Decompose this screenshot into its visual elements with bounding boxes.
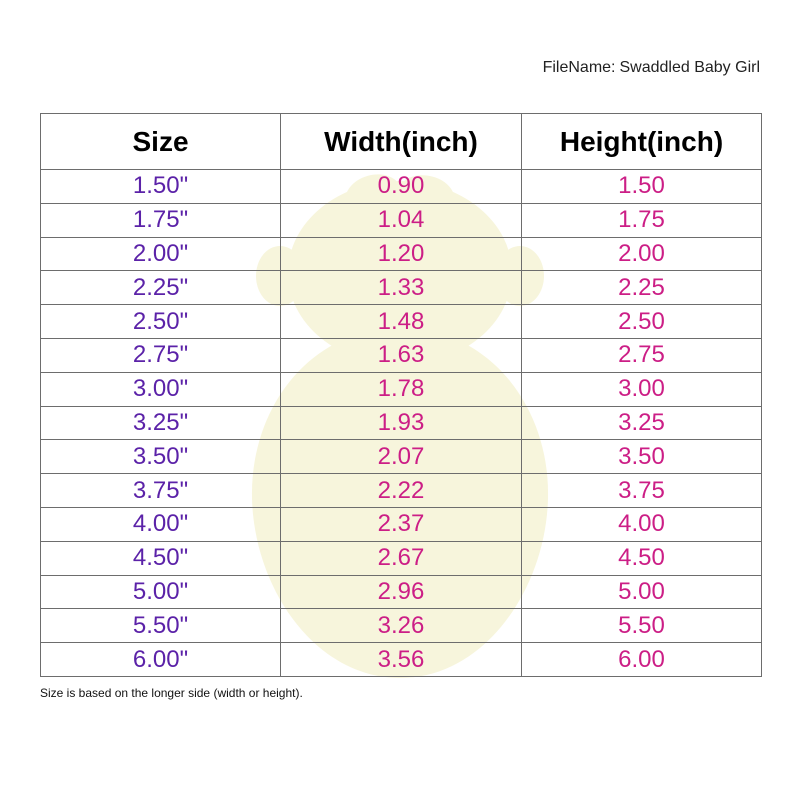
column-header-width: Width(inch) [281,114,522,170]
cell-size: 2.75" [41,338,281,372]
cell-width: 1.48 [281,305,522,339]
cell-size: 4.00" [41,507,281,541]
cell-size: 5.50" [41,609,281,643]
cell-height: 6.00 [522,643,762,677]
cell-size: 2.25" [41,271,281,305]
table-row [41,203,762,237]
cell-height: 1.50 [522,170,762,204]
cell-height: 3.75 [522,474,762,508]
cell-size: 6.00" [41,643,281,677]
cell-height: 5.00 [522,575,762,609]
table-row [41,170,762,204]
cell-width: 2.67 [281,541,522,575]
cell-height: 5.50 [522,609,762,643]
cell-width: 3.26 [281,609,522,643]
cell-size: 2.50" [41,305,281,339]
cell-width: 1.33 [281,271,522,305]
table-row [41,372,762,406]
cell-height: 3.25 [522,406,762,440]
file-name-value: Swaddled Baby Girl [619,59,760,76]
table-row [41,575,762,609]
table-row [41,237,762,271]
cell-height: 4.50 [522,541,762,575]
cell-size: 1.75" [41,203,281,237]
cell-size: 5.00" [41,575,281,609]
cell-size: 3.00" [41,372,281,406]
cell-width: 2.96 [281,575,522,609]
table-row [41,609,762,643]
cell-height: 3.50 [522,440,762,474]
cell-height: 2.00 [522,237,762,271]
cell-size: 4.50" [41,541,281,575]
cell-width: 2.07 [281,440,522,474]
size-table [40,113,762,677]
cell-height: 2.75 [522,338,762,372]
cell-width: 2.22 [281,474,522,508]
table-header-row [41,114,762,170]
table-row [41,541,762,575]
cell-height: 3.00 [522,372,762,406]
cell-height: 4.00 [522,507,762,541]
table-row [41,507,762,541]
table-row [41,305,762,339]
column-header-size: Size [41,114,281,170]
column-header-height: Height(inch) [522,114,762,170]
table-row [41,406,762,440]
table-row [41,643,762,677]
cell-size: 3.50" [41,440,281,474]
table-row [41,474,762,508]
cell-width: 1.93 [281,406,522,440]
cell-width: 1.78 [281,372,522,406]
file-name-label: FileName: [542,59,616,76]
cell-width: 3.56 [281,643,522,677]
cell-width: 1.04 [281,203,522,237]
table-row [41,440,762,474]
cell-size: 1.50" [41,170,281,204]
cell-width: 1.20 [281,237,522,271]
cell-width: 0.90 [281,170,522,204]
size-note: Size is based on the longer side (width or height). [40,686,303,700]
cell-height: 1.75 [522,203,762,237]
file-name [543,59,760,77]
cell-height: 2.25 [522,271,762,305]
table-row [41,271,762,305]
cell-width: 1.63 [281,338,522,372]
table-row [41,338,762,372]
cell-size: 2.00" [41,237,281,271]
cell-size: 3.25" [41,406,281,440]
cell-height: 2.50 [522,305,762,339]
cell-size: 3.75" [41,474,281,508]
cell-width: 2.37 [281,507,522,541]
